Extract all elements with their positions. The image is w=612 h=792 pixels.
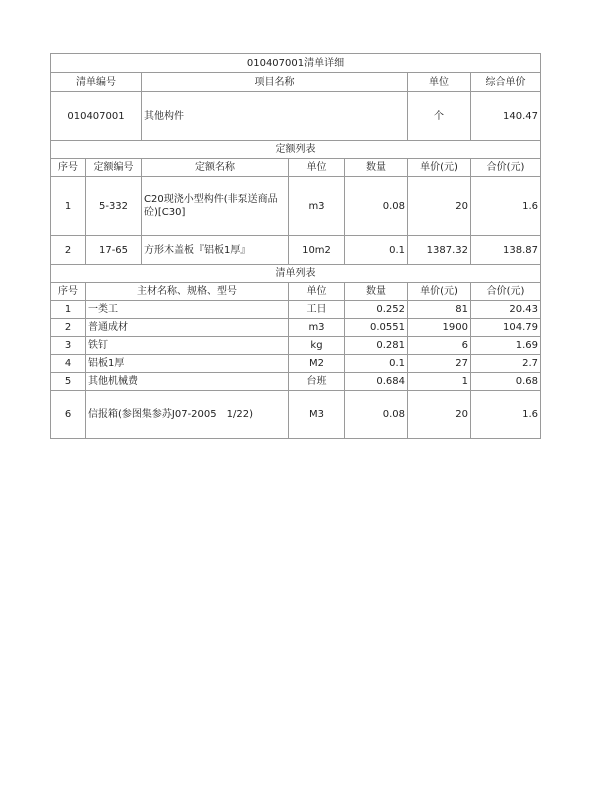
quota-total: 1.6 xyxy=(471,177,541,236)
quota-price: 1387.32 xyxy=(408,236,471,265)
materials-col-price: 单价(元) xyxy=(408,283,471,301)
quota-qty: 0.1 xyxy=(345,236,408,265)
quota-idx: 1 xyxy=(51,177,86,236)
material-qty: 0.08 xyxy=(345,391,408,439)
item-row xyxy=(51,92,541,141)
quota-name: C20现浇小型构件(非泵送商品砼)[C30] xyxy=(142,177,289,236)
item-header-row xyxy=(51,73,541,92)
quota-qty: 0.08 xyxy=(345,177,408,236)
material-name: 铁钉 xyxy=(86,337,289,355)
material-price: 81 xyxy=(408,301,471,319)
quota-section-row xyxy=(51,141,541,159)
material-total: 104.79 xyxy=(471,319,541,337)
materials-col-total: 合价(元) xyxy=(471,283,541,301)
quota-col-price: 单价(元) xyxy=(408,159,471,177)
material-unit: 台班 xyxy=(289,373,345,391)
material-idx: 3 xyxy=(51,337,86,355)
quota-price: 20 xyxy=(408,177,471,236)
material-price: 1 xyxy=(408,373,471,391)
quota-col-name: 定额名称 xyxy=(142,159,289,177)
quota-unit: 10m2 xyxy=(289,236,345,265)
quota-col-total: 合价(元) xyxy=(471,159,541,177)
material-unit: M3 xyxy=(289,391,345,439)
material-name: 一类工 xyxy=(86,301,289,319)
material-row xyxy=(51,355,541,373)
material-idx: 5 xyxy=(51,373,86,391)
header-code: 清单编号 xyxy=(51,73,142,92)
material-row xyxy=(51,301,541,319)
quota-total: 138.87 xyxy=(471,236,541,265)
header-name: 项目名称 xyxy=(142,73,408,92)
quota-code: 17-65 xyxy=(86,236,142,265)
material-unit: m3 xyxy=(289,319,345,337)
item-name: 其他构件 xyxy=(142,92,408,141)
materials-section-title: 清单列表 xyxy=(51,265,541,283)
quota-col-idx: 序号 xyxy=(51,159,86,177)
material-qty: 0.281 xyxy=(345,337,408,355)
material-total: 1.69 xyxy=(471,337,541,355)
material-row xyxy=(51,319,541,337)
material-qty: 0.684 xyxy=(345,373,408,391)
bill-detail-table xyxy=(50,53,541,439)
header-price: 综合单价 xyxy=(471,73,541,92)
material-row xyxy=(51,373,541,391)
title-row xyxy=(51,54,541,73)
material-name: 其他机械费 xyxy=(86,373,289,391)
material-total: 20.43 xyxy=(471,301,541,319)
materials-col-idx: 序号 xyxy=(51,283,86,301)
quota-idx: 2 xyxy=(51,236,86,265)
material-price: 20 xyxy=(408,391,471,439)
sheet-title: 010407001清单详细 xyxy=(51,54,541,73)
item-price: 140.47 xyxy=(471,92,541,141)
material-total: 2.7 xyxy=(471,355,541,373)
quota-col-code: 定额编号 xyxy=(86,159,142,177)
materials-col-unit: 单位 xyxy=(289,283,345,301)
material-price: 27 xyxy=(408,355,471,373)
quota-col-unit: 单位 xyxy=(289,159,345,177)
quota-unit: m3 xyxy=(289,177,345,236)
quota-section-title: 定额列表 xyxy=(51,141,541,159)
quota-header-row xyxy=(51,159,541,177)
materials-header-row xyxy=(51,283,541,301)
material-name: 铝板1厚 xyxy=(86,355,289,373)
material-name: 信报箱(参图集参苏J07-2005 1/22) xyxy=(86,391,289,439)
quota-col-qty: 数量 xyxy=(345,159,408,177)
material-total: 1.6 xyxy=(471,391,541,439)
item-code: 010407001 xyxy=(51,92,142,141)
material-idx: 1 xyxy=(51,301,86,319)
material-price: 6 xyxy=(408,337,471,355)
quota-row xyxy=(51,236,541,265)
material-unit: M2 xyxy=(289,355,345,373)
material-price: 1900 xyxy=(408,319,471,337)
header-unit: 单位 xyxy=(408,73,471,92)
quota-name: 方形木盖板『铝板1厚』 xyxy=(142,236,289,265)
quota-code: 5-332 xyxy=(86,177,142,236)
material-total: 0.68 xyxy=(471,373,541,391)
material-name: 普通成材 xyxy=(86,319,289,337)
material-idx: 6 xyxy=(51,391,86,439)
material-idx: 4 xyxy=(51,355,86,373)
material-qty: 0.252 xyxy=(345,301,408,319)
material-qty: 0.0551 xyxy=(345,319,408,337)
material-unit: kg xyxy=(289,337,345,355)
material-qty: 0.1 xyxy=(345,355,408,373)
materials-section-row xyxy=(51,265,541,283)
materials-col-qty: 数量 xyxy=(345,283,408,301)
quota-row xyxy=(51,177,541,236)
materials-col-name: 主材名称、规格、型号 xyxy=(86,283,289,301)
item-unit: 个 xyxy=(408,92,471,141)
material-unit: 工日 xyxy=(289,301,345,319)
material-row xyxy=(51,337,541,355)
material-idx: 2 xyxy=(51,319,86,337)
material-row xyxy=(51,391,541,439)
